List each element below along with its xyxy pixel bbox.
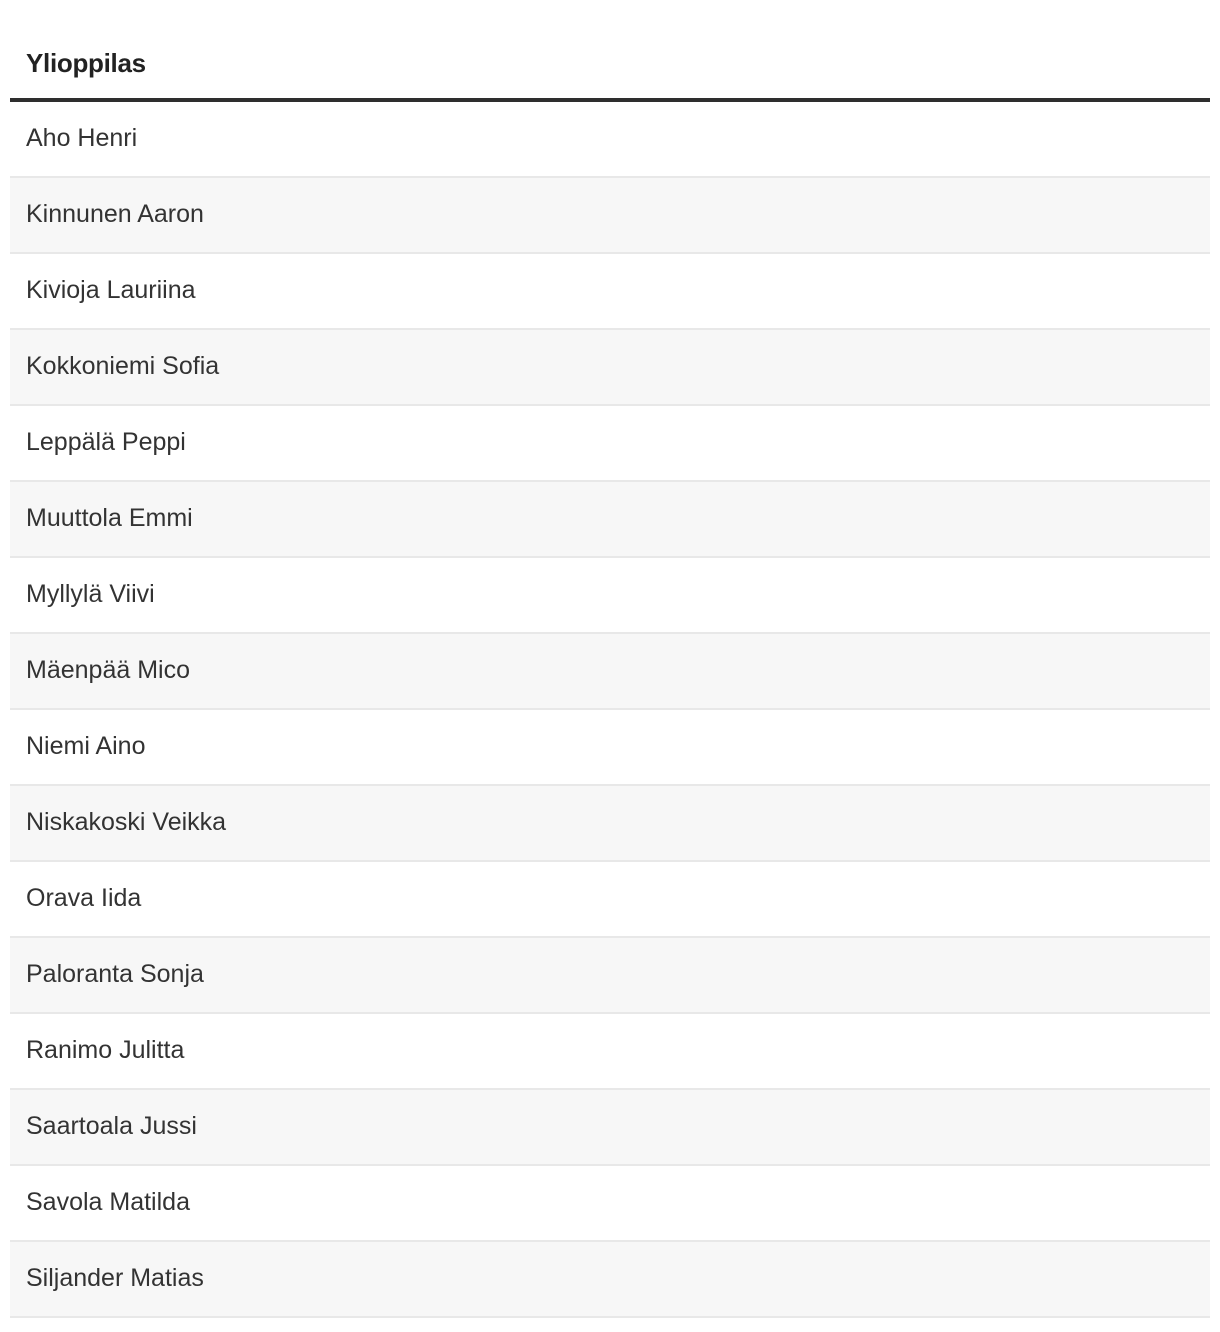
- table-row: [10, 862, 1210, 938]
- student-name: Myllylä Viivi: [26, 580, 155, 608]
- table-row: [10, 1014, 1210, 1090]
- student-name: Mäenpää Mico: [26, 656, 190, 684]
- student-name: Savola Matilda: [26, 1188, 190, 1216]
- table-row: [10, 786, 1210, 862]
- student-name: Paloranta Sonja: [26, 960, 204, 988]
- student-name: Saartoala Jussi: [26, 1112, 197, 1140]
- table-row: [10, 1242, 1210, 1318]
- student-name: Muuttola Emmi: [26, 504, 193, 532]
- table-row: [10, 102, 1210, 178]
- table-row: [10, 178, 1210, 254]
- student-name: Ranimo Julitta: [26, 1036, 185, 1064]
- table-row: [10, 406, 1210, 482]
- student-name: Kinnunen Aaron: [26, 200, 204, 228]
- table-row: [10, 938, 1210, 1014]
- student-name: Niskakoski Veikka: [26, 808, 227, 836]
- table-row: [10, 710, 1210, 786]
- student-name: Orava Iida: [26, 884, 142, 912]
- table-row: [10, 254, 1210, 330]
- student-name: Kokkoniemi Sofia: [26, 352, 220, 380]
- table-row: [10, 1090, 1210, 1166]
- table-row: [10, 558, 1210, 634]
- student-name: Leppälä Peppi: [26, 428, 186, 456]
- table-row: [10, 330, 1210, 406]
- column-header-student[interactable]: Ylioppilas: [26, 48, 146, 78]
- student-name: Aho Henri: [26, 124, 138, 152]
- students-table: [10, 0, 1210, 1318]
- table-header: [10, 0, 1210, 102]
- table-row: [10, 1166, 1210, 1242]
- student-name: Siljander Matias: [26, 1264, 204, 1292]
- table-row: [10, 482, 1210, 558]
- student-name: Kivioja Lauriina: [26, 276, 196, 304]
- student-name: Niemi Aino: [26, 732, 146, 760]
- table-row: [10, 634, 1210, 710]
